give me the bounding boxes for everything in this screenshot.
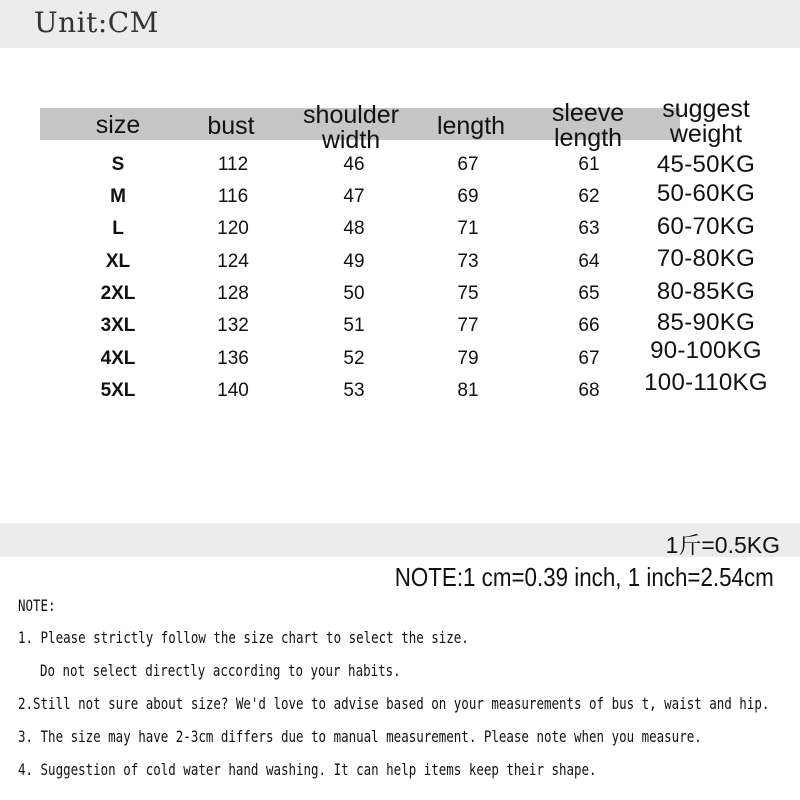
cell-size: M [110, 186, 126, 207]
cell-length: 71 [457, 218, 479, 239]
cell-size: L [112, 218, 124, 239]
header-bust: bust [207, 112, 255, 140]
cell-size: 4XL [100, 348, 136, 369]
cell-length: 81 [457, 380, 479, 401]
cell-size: S [111, 154, 125, 175]
cell-size: XL [105, 251, 131, 272]
cell-weight: 50-60KG [656, 180, 756, 207]
note-line: 4. Suggestion of cold water hand washing. It can help items keep their shape. [18, 760, 597, 779]
cell-weight: 90-100KG [650, 337, 762, 364]
cell-shoulder: 48 [343, 218, 365, 239]
cell-shoulder: 51 [343, 315, 365, 336]
cell-length: 73 [457, 251, 479, 272]
cell-weight: 70-80KG [656, 245, 756, 272]
cell-sleeve: 62 [578, 186, 600, 207]
cell-length: 67 [457, 154, 479, 175]
cell-bust: 116 [217, 186, 249, 207]
cell-shoulder: 49 [343, 251, 365, 272]
cell-weight: 80-85KG [656, 278, 756, 305]
cell-shoulder: 50 [343, 283, 365, 304]
cell-bust: 132 [217, 315, 249, 336]
cell-bust: 112 [217, 154, 249, 175]
cell-bust: 120 [217, 218, 249, 239]
cell-shoulder: 52 [343, 348, 365, 369]
cell-shoulder: 47 [343, 186, 365, 207]
cell-bust: 124 [217, 251, 249, 272]
cell-sleeve: 67 [578, 348, 600, 369]
cell-bust: 136 [217, 348, 249, 369]
header-suggest-weight: suggest weight [662, 95, 750, 148]
weight-conversion: 1斤=0.5KG [665, 532, 780, 558]
cell-sleeve: 64 [578, 251, 600, 272]
cell-weight: 85-90KG [656, 309, 756, 336]
cell-size: 2XL [100, 283, 136, 304]
cell-length: 77 [457, 315, 479, 336]
cell-length: 69 [457, 186, 479, 207]
cell-weight: 45-50KG [656, 151, 756, 178]
notes-title: NOTE: [18, 596, 56, 615]
cell-bust: 128 [217, 283, 249, 304]
header-length: length [436, 112, 506, 140]
cell-weight: 100-110KG [644, 369, 768, 396]
header-shoulder-width: shoulder width [303, 101, 399, 154]
cell-length: 79 [457, 348, 479, 369]
header-sleeve-length: sleeve length [551, 99, 625, 152]
cell-sleeve: 63 [578, 218, 600, 239]
cell-length: 75 [457, 283, 479, 304]
cell-sleeve: 68 [578, 380, 600, 401]
cell-shoulder: 53 [343, 380, 365, 401]
cell-size: 5XL [100, 380, 136, 401]
cell-shoulder: 46 [343, 154, 365, 175]
unit-label: Unit:CM [34, 6, 159, 39]
cell-sleeve: 66 [578, 315, 600, 336]
note-line: Do not select directly according to your habits. [40, 661, 401, 680]
note-line: 1. Please strictly follow the size chart to select the size. [18, 628, 469, 647]
cell-size: 3XL [100, 315, 136, 336]
cell-weight: 60-70KG [656, 213, 756, 240]
note-line: 2.Still not sure about size? We'd love to advise based on your measurements of bus t, waist and hip. [18, 694, 770, 713]
cell-sleeve: 61 [578, 154, 600, 175]
note-line: 3. The size may have 2-3cm differs due to manual measurement. Please note when you measure. [18, 727, 702, 746]
cm-inch-note: NOTE:1 cm=0.39 inch, 1 inch=2.54cm [394, 562, 774, 592]
cell-bust: 140 [217, 380, 249, 401]
header-size: size [95, 111, 141, 139]
cell-sleeve: 65 [578, 283, 600, 304]
